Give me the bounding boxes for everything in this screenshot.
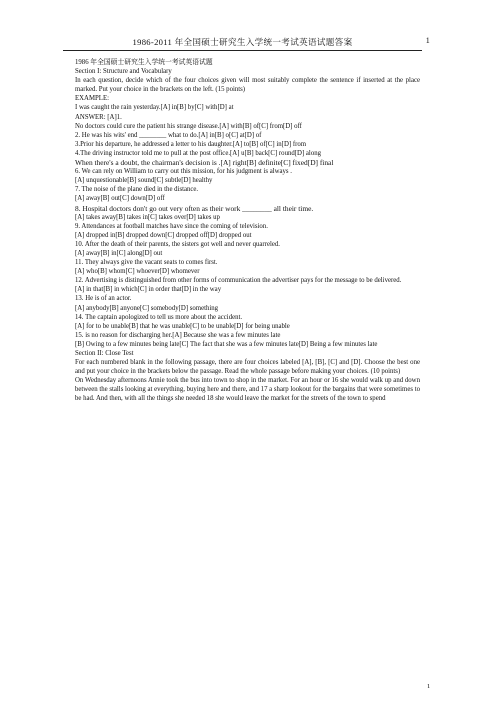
cloze-passage: On Wednesday afternoons Annie took the bus into town to shop in the market. For an hour or 16 she would walk up and down between the stalls looking at everything, buying here and there, and 17 a sharp lookout for the bargains that were sometimes to be had. And then, with all the things she needed 18 she would leave the market for the streets of the town to spend [75, 377, 420, 403]
question-4: 4.The driving instructor told me to pull at the post office.[A] u[B] back[C] round[D] along [75, 149, 322, 157]
question-11-options: [A] who[B] whom[C] whoever[D] whomever [75, 268, 200, 276]
document-body [75, 58, 420, 404]
exam-title: 1986 年全国硕士研究生入学统一考试英语试题 [75, 59, 213, 66]
footer-page-number: 1 [427, 683, 431, 690]
question-9: 9. Attendances at football matches have since the coming of television. [75, 222, 268, 230]
header-page-number: 1 [425, 36, 430, 45]
section-2-heading: Section II: Close Test [75, 350, 134, 357]
question-14: 14. The captain apologized to tell us more about the accident. [75, 313, 243, 321]
example-question: I was caught the rain yesterday.[A] in[B] by[C] with[D] at [75, 104, 234, 112]
question-10-options: [A] away[B] in[C] along[D] out [75, 249, 163, 257]
question-3: 3.Prior his departure, he addressed a letter to his daughter.[A] to[B] of[C] in[D] from [75, 140, 307, 148]
example-label: EXAMPLE: [75, 95, 109, 103]
question-7-options: [A] away[B] out[C] down[D] off [75, 195, 165, 203]
question-7: 7. The noise of the plane died in the distance. [75, 186, 199, 194]
example-answer: ANSWER: [A]1. [75, 113, 122, 121]
question-10: 10. After the death of their parents, the sisters got well and never quarreled. [75, 240, 280, 248]
question-15-options: [B] Owing to a few minutes being late[C] The fact that she was a few minutes late[D] Being a few minutes late [75, 340, 378, 348]
question-1: No doctors could cure the patient his strange disease.[A] with[B] of[C] from[D] off [75, 122, 302, 130]
question-13: 13. He is of an actor. [75, 295, 132, 303]
question-11: 11. They always give the vacant seats to comes first. [75, 259, 218, 267]
section-instructions: In each question, decide which of the four choices given will most suitably complete the sentence if inserted at the place marked. Put your choice in the brackets on the left. (15 points) [75, 77, 420, 94]
section-heading: Section I: Structure and Vocabulary [75, 68, 172, 76]
question-6: 6. We can rely on William to carry out this mission, for his judgment is always . [75, 168, 292, 176]
question-12-options: [A] in that[B] in which[C] in order that[D] in the way [75, 286, 222, 294]
question-15: 15. is no reason for discharging her.[A] Because she was a few minutes late [75, 331, 281, 339]
question-6-options: [A] unquestionable[B] sound[C] subtle[D] healthy [75, 177, 213, 185]
question-8: 8. Hospital doctors don't go out very often as their work ________ all their time. [75, 203, 314, 213]
header-title: 1986-2011 年全国硕士研究生入学统一考试英语试题答案 [132, 37, 353, 47]
page-header [63, 36, 430, 51]
question-12: 12. Advertising is distinguished from other forms of communication the advertiser pays for the message to be delivered. [75, 277, 402, 285]
question-5: When there's a doubt, the chairman's decision is .[A] right[B] definite[C] fixed[D] final [75, 158, 334, 168]
question-13-options: [A] anybody[B] anyone[C] somebody[D] something [75, 304, 219, 312]
question-2: 2. He was his wits' end ________ what to do.[A] in[B] o[C] at[D] of [75, 131, 262, 139]
question-14-options: [A] for to be unable[B] that he was unable[C] to be unable[D] for being unable [75, 322, 290, 330]
question-9-options: [A] dropped in[B] dropped down[C] dropped off[D] dropped out [75, 231, 252, 239]
question-8-options: [A] takes away[B] takes in[C] takes over[D] takes up [75, 213, 220, 221]
section-2-instructions: For each numbered blank in the following passage, there are four choices labeled [A], [B], [C] and [D]. Choose the best one and put your choice in the brackets below the passage. Read the whole passage before making your choices. (10 points) [75, 359, 420, 376]
